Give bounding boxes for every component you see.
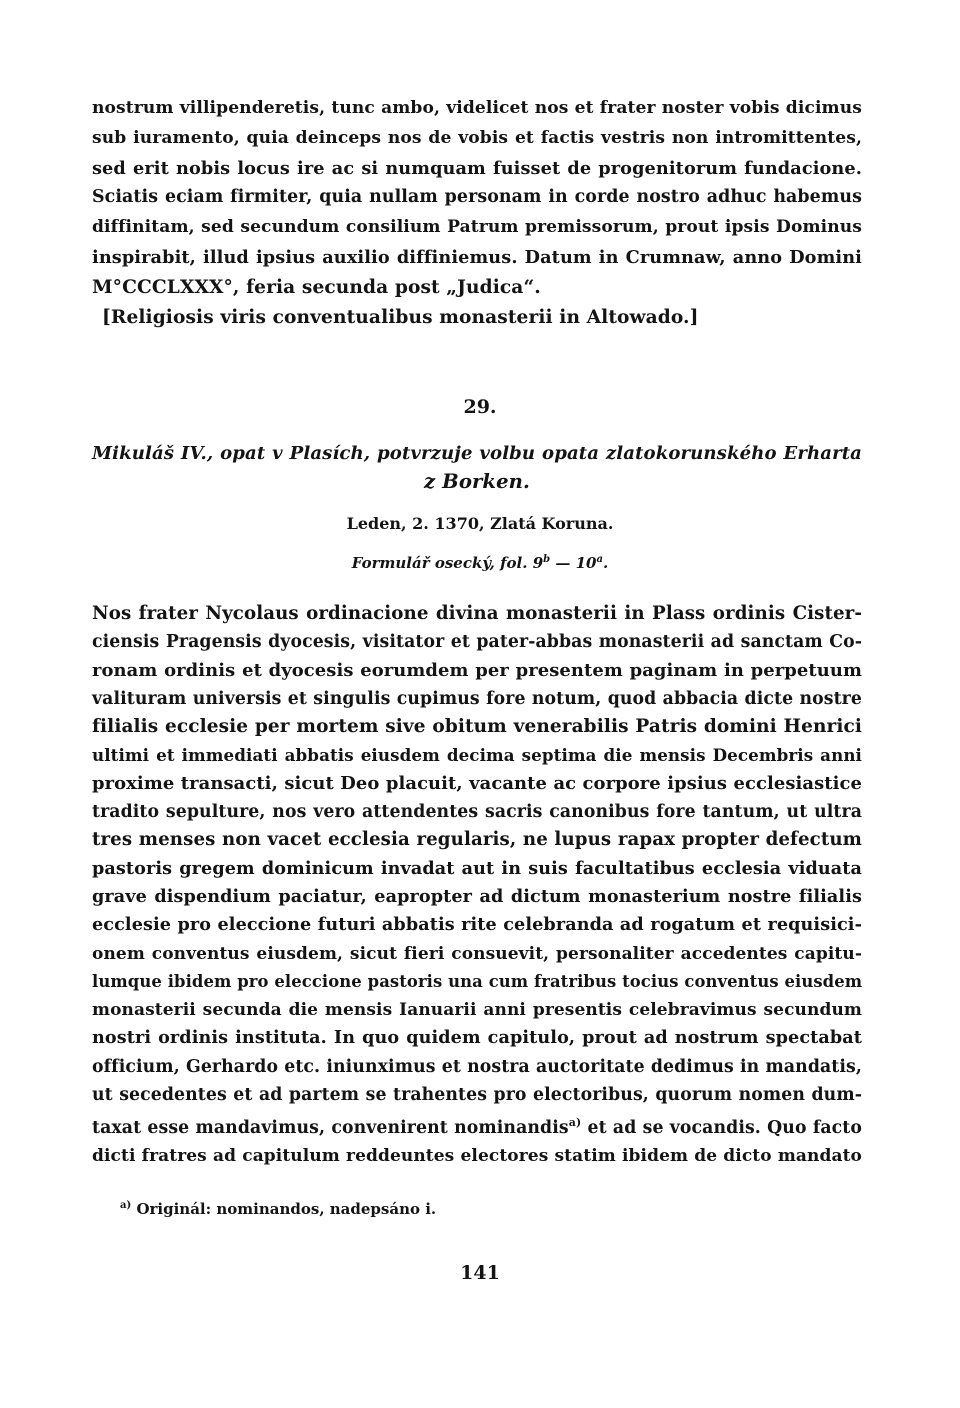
body-line: onem conventus eiusdem, sicut fieri consuevit, personaliter accedentes capitu- (92, 943, 862, 964)
text-line: sub iuramento, quia deinceps nos de vobis et factis vestris non intromittentes, (92, 127, 862, 148)
heading-line: Mikuláš IV., opat v Plasích, potvrzuje volbu opata zlatokorunského Erharta (92, 443, 862, 464)
footnote-reference: a) (568, 1116, 582, 1130)
dateline: Leden, 2. 1370, Zlatá Koruna. (346, 514, 614, 533)
body-line (92, 1109, 862, 1142)
body-line: nostri ordinis instituta. In quo quidem capitulo, prout ad nostrum spectabat (92, 1027, 862, 1049)
previous-document-text (92, 94, 862, 332)
source-end: . (602, 554, 609, 572)
footnote-mark: a) (120, 1200, 132, 1211)
heading-line: z Borken. (424, 470, 530, 493)
body-line: pastoris gregem dominicum invadat aut in suis facultatibus ecclesia viduata (92, 857, 862, 879)
document-body (92, 600, 862, 1171)
body-line: proxime transacti, sicut Deo placuit, vacante ac corpore ipsius ecclesiastice (92, 772, 862, 794)
body-line: monasterii secunda die mensis Ianuarii anni presentis celebravimus secundum (92, 1000, 862, 1021)
address-line: [Religiosis viris conventualibus monasterii in Altowado.] (102, 306, 699, 328)
text-line: nostrum villipenderetis, tunc ambo, videlicet nos et frater noster vobis dicimus (92, 98, 862, 118)
footnote-text: Originál: nominandos, nadepsáno i. (131, 1200, 437, 1218)
body-line: grave dispendium paciatur, eapropter ad dictum monasterium nostre filialis (92, 885, 862, 907)
document-number: 29. (463, 396, 497, 418)
source-label: Formulář osecký, fol. 9 (351, 554, 544, 572)
text-line: inspirabit, illud ipsius auxilio diffiniemus. Datum in Crumnaw, anno Domini (92, 246, 862, 268)
body-line: ronam ordinis et dyocesis eorumdem per presentem paginam in perpetuum (92, 659, 862, 681)
body-line: tradito sepulture, nos vero attendentes sacris canonibus fore tantum, ut ultra (92, 802, 862, 823)
body-line: tres menses non vacet ecclesia regularis, ne lupus rapax propter defectum (92, 829, 862, 851)
source-sup: b (543, 554, 551, 565)
body-line: filialis ecclesie per mortem sive obitum venerabilis Patris domini Henrici (92, 716, 862, 738)
source-sup: a (596, 554, 603, 565)
body-line: valituram universis et singulis cupimus fore notum, quod abbacia dicte nostre (92, 688, 862, 709)
body-line: lumque ibidem pro eleccione pastoris una cum fratribus tocius conventus eiusdem (92, 971, 863, 991)
body-line-end: et ad se vocandis. Quo facto (581, 1118, 862, 1139)
body-line: ecclesie pro eleccione futuri abbatis rite celebranda ad rogatum et requisici- (92, 914, 862, 936)
body-line-start: taxat esse mandavimus, convenirent nominandis (92, 1118, 569, 1139)
body-line: Nos frater Nycolaus ordinacione divina monasterii in Plass ordinis Cister- (92, 603, 862, 624)
text-line: M°CCCLXXX°, feria secunda post „Judica“. (92, 276, 541, 298)
body-line: ut secedentes et ad partem se trahentes pro electoribus, quorum nomen dum- (92, 1085, 862, 1106)
body-line: officium, Gerhardo etc. iniunximus et nostra auctoritate dedimus in mandatis, (92, 1056, 862, 1077)
source-mid: — 10 (550, 554, 597, 572)
body-line: dicti fratres ad capitulum reddeuntes electores statim ibidem de dicto mandato (92, 1146, 862, 1167)
source-reference (0, 554, 960, 572)
page-number: 141 (460, 1262, 500, 1284)
footnote (120, 1200, 436, 1218)
text-line: Sciatis eciam firmiter, quia nullam personam in corde nostro adhuc habemus (92, 187, 862, 208)
text-line: sed erit nobis locus ire ac si numquam fuisset de progenitorum fundacione. (92, 157, 862, 179)
document-heading (92, 440, 862, 496)
body-line: ciensis Pragensis dyocesis, visitator et pater-abbas monasterii ad sanctam Co- (92, 632, 862, 653)
text-line: diffinitam, sed secundum consilium Patrum premissorum, prout ipsis Dominus (92, 217, 862, 238)
body-line: ultimi et immediati abbatis eiusdem decima septima die mensis Decembris anni (92, 745, 862, 766)
